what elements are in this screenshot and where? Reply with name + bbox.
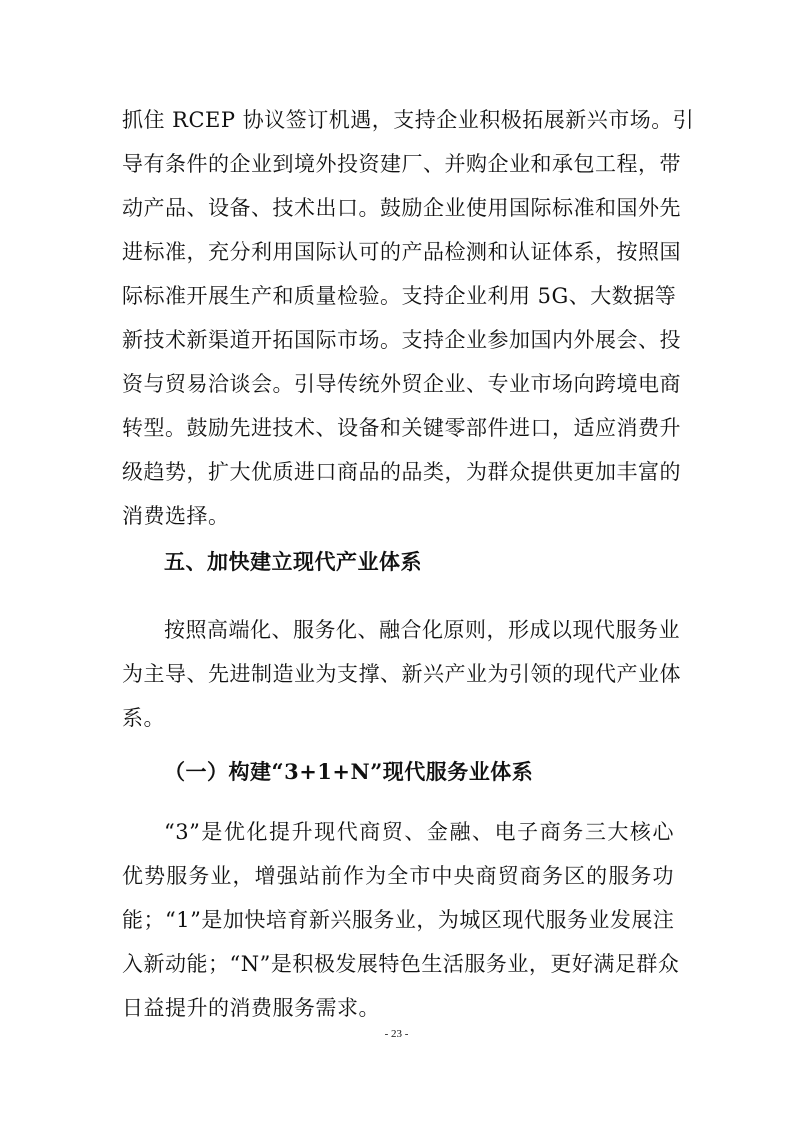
paragraph-line: 日益提升的消费服务需求。	[122, 996, 380, 1020]
paragraph-line: 系。	[122, 706, 165, 730]
paragraph-line: 转型。鼓励先进技术、设备和关键零部件进口，适应消费升	[122, 416, 681, 440]
paragraph-line: 为主导、先进制造业为支撑、新兴产业为引领的现代产业体	[122, 662, 681, 686]
paragraph-rcep	[122, 98, 695, 538]
paragraph-line: 优势服务业，增强站前作为全市中央商贸商务区的服务功	[122, 864, 674, 888]
paragraph-line: 能；“1”是加快培育新兴服务业，为城区现代服务业发展注	[122, 908, 675, 932]
paragraph-line: 际标准开展生产和质量检验。支持企业利用 5G、大数据等	[122, 284, 677, 308]
paragraph-line: “3”是优化提升现代商贸、金融、电子商务三大核心	[164, 820, 674, 844]
section-heading: 五、加快建立现代产业体系	[164, 550, 422, 574]
paragraph-service-system	[122, 810, 680, 1030]
paragraph-line: 资与贸易洽谈会。引导传统外贸企业、专业市场向跨境电商	[122, 372, 681, 396]
paragraph-line: 导有条件的企业到境外投资建厂、并购企业和承包工程，带	[122, 152, 681, 176]
paragraph-line: 按照高端化、服务化、融合化原则，形成以现代服务业	[164, 618, 680, 642]
paragraph-line: 级趋势，扩大优质进口商品的品类，为群众提供更加丰富的	[122, 460, 681, 484]
paragraph-line: 抓住 RCEP 协议签订机遇，支持企业积极拓展新兴市场。引	[122, 108, 695, 132]
paragraph-line: 进标准，充分利用国际认可的产品检测和认证体系，按照国	[122, 240, 681, 264]
subsection-heading: （一）构建“3+1+N”现代服务业体系	[164, 759, 534, 784]
paragraph-line: 消费选择。	[122, 504, 230, 528]
paragraph-industry-system	[122, 608, 681, 740]
page-number: - 23 -	[384, 1028, 409, 1040]
paragraph-line: 动产品、设备、技术出口。鼓励企业使用国际标准和国外先	[122, 196, 681, 220]
paragraph-line: 入新动能；“N”是积极发展特色生活服务业，更好满足群众	[122, 952, 680, 976]
paragraph-line: 新技术新渠道开拓国际市场。支持企业参加国内外展会、投	[122, 328, 681, 352]
